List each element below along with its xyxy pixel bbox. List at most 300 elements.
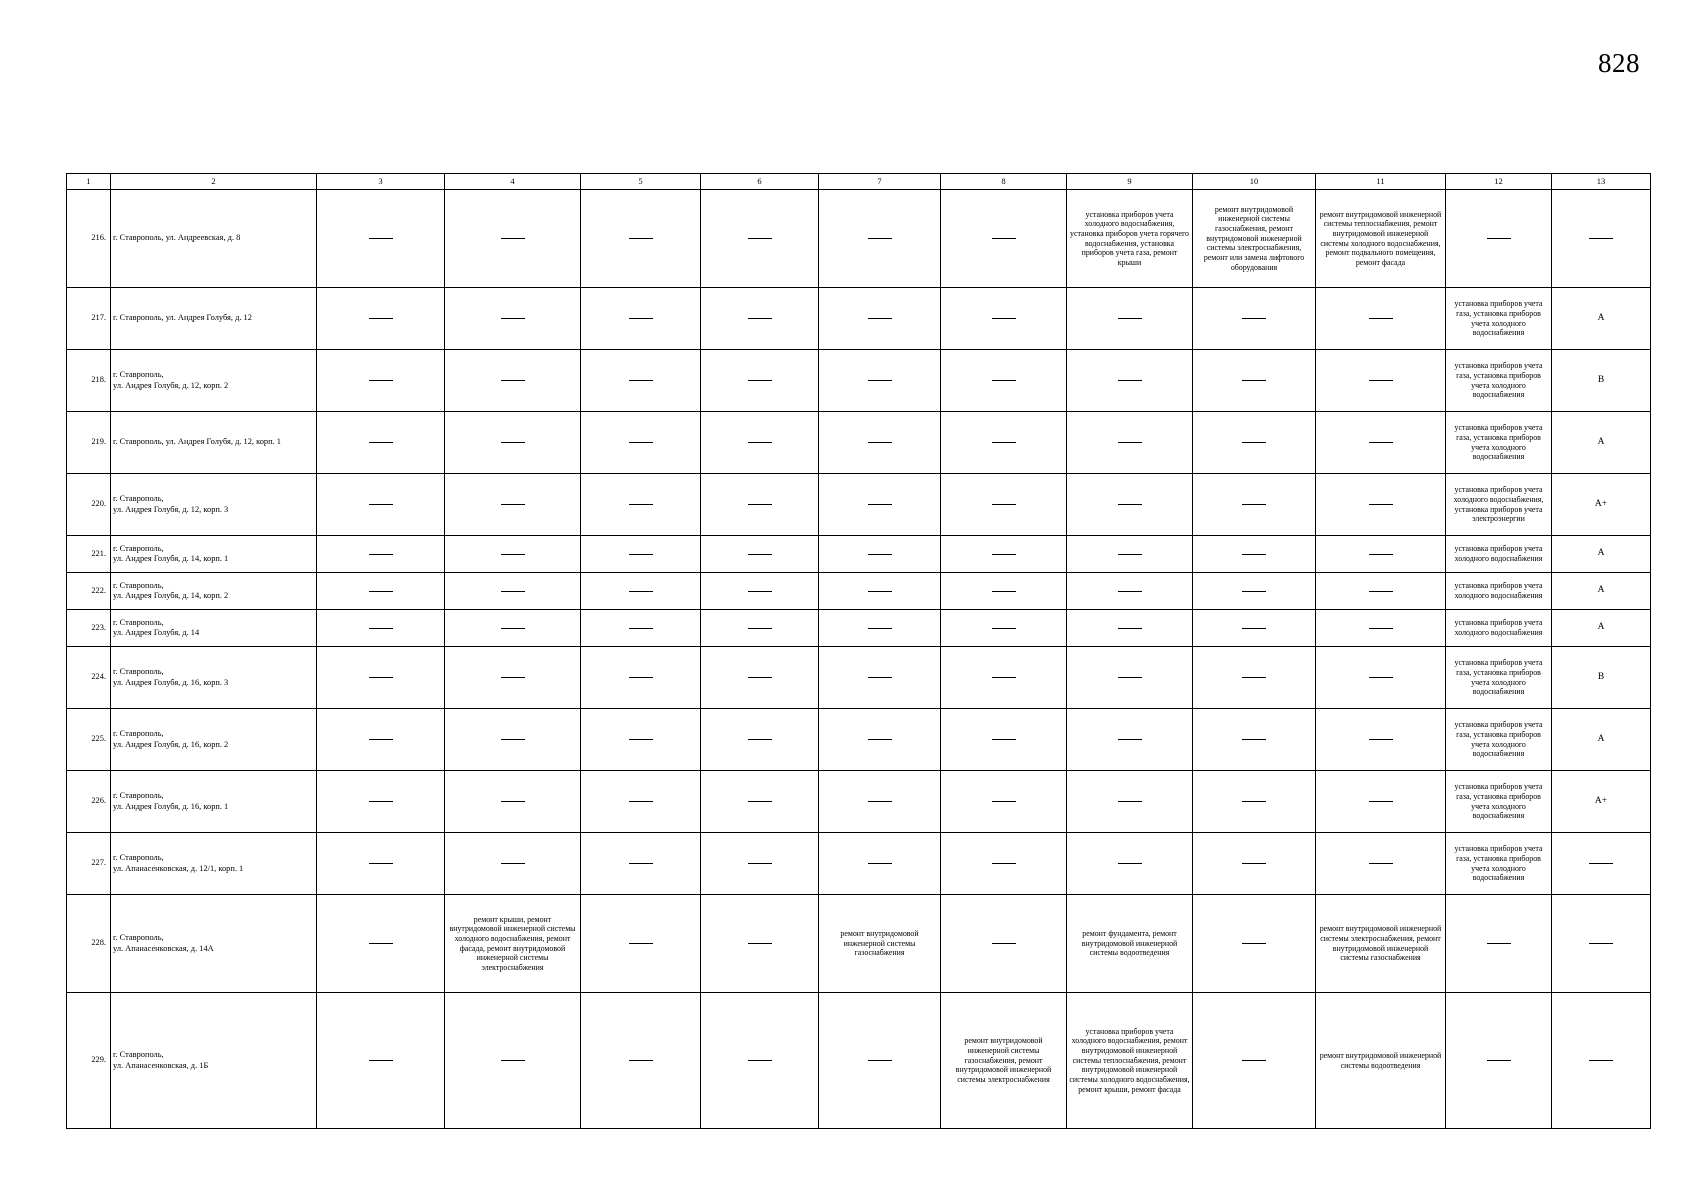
empty-cell [701,647,819,709]
empty-cell [819,573,941,610]
dash-mark [748,504,772,505]
empty-cell [1316,610,1446,647]
empty-cell [701,895,819,993]
dash-mark [1118,591,1142,592]
empty-cell [581,771,701,833]
empty-cell [1316,833,1446,895]
dash-mark [629,442,653,443]
dash-mark [748,1060,772,1061]
dash-mark [1369,677,1393,678]
table-row [67,190,1651,288]
empty-cell [1067,771,1193,833]
dash-mark [1589,943,1613,944]
dash-mark [1242,318,1266,319]
dash-mark [1369,739,1393,740]
empty-cell [317,647,445,709]
empty-cell [1067,536,1193,573]
table-row [67,610,1651,647]
table-body [67,190,1651,1129]
dash-mark [1487,943,1511,944]
column-header: 1 [67,174,111,190]
dash-mark [501,1060,525,1061]
empty-cell [581,288,701,350]
table-row [67,647,1651,709]
empty-cell [701,833,819,895]
work-description-cell: ремонт внутридомовой инженерной системы газоснабжения [819,895,941,993]
dash-mark [748,739,772,740]
dash-mark [501,863,525,864]
dash-mark [1242,943,1266,944]
dash-mark [629,677,653,678]
empty-cell [445,993,581,1129]
work-description-cell: установка приборов учета газа, установка приборов учета холодного водоснабжения [1446,647,1552,709]
empty-cell [1316,536,1446,573]
dash-mark [868,863,892,864]
table-row [67,288,1651,350]
table-header-row [67,174,1651,190]
dash-mark [1242,1060,1266,1061]
empty-cell [581,610,701,647]
dash-mark [629,380,653,381]
empty-cell [941,474,1067,536]
energy-class-cell: B [1552,647,1651,709]
empty-cell [1552,895,1651,993]
dash-mark [868,677,892,678]
empty-cell [941,771,1067,833]
empty-cell [1316,771,1446,833]
column-header: 12 [1446,174,1552,190]
dash-mark [1369,801,1393,802]
empty-cell [1552,190,1651,288]
energy-class-cell: A+ [1552,474,1651,536]
dash-mark [629,943,653,944]
work-description-cell: ремонт фундамента, ремонт внутридомовой инженерной системы водоотведения [1067,895,1193,993]
dash-mark [1369,380,1393,381]
empty-cell [701,474,819,536]
empty-cell [1316,474,1446,536]
dash-mark [992,677,1016,678]
dash-mark [501,318,525,319]
dash-mark [1369,628,1393,629]
column-header: 6 [701,174,819,190]
empty-cell [445,190,581,288]
empty-cell [819,412,941,474]
address-cell: г. Ставрополь, ул. Андрея Голубя, д. 12, корп. 2 [111,350,317,412]
empty-cell [1193,536,1316,573]
dash-mark [629,739,653,740]
empty-cell [1552,993,1651,1129]
empty-cell [701,288,819,350]
address-cell: г. Ставрополь, ул. Апанасенковская, д. 12/1, корп. 1 [111,833,317,895]
dash-mark [868,628,892,629]
dash-mark [501,628,525,629]
row-number: 223. [67,610,111,647]
empty-cell [317,709,445,771]
work-description-cell: установка приборов учета холодного водоснабжения [1446,610,1552,647]
empty-cell [445,647,581,709]
dash-mark [629,628,653,629]
empty-cell [1446,895,1552,993]
empty-cell [317,993,445,1129]
dash-mark [501,380,525,381]
work-description-cell: установка приборов учета газа, установка приборов учета холодного водоснабжения [1446,833,1552,895]
energy-class-cell: A [1552,610,1651,647]
row-number: 228. [67,895,111,993]
work-description-cell: установка приборов учета газа, установка приборов учета холодного водоснабжения [1446,350,1552,412]
column-header: 9 [1067,174,1193,190]
empty-cell [941,709,1067,771]
dash-mark [1242,442,1266,443]
work-description-cell: установка приборов учета газа, установка приборов учета холодного водоснабжения [1446,288,1552,350]
column-header: 13 [1552,174,1651,190]
dash-mark [369,442,393,443]
energy-class-cell: A [1552,288,1651,350]
empty-cell [1193,610,1316,647]
empty-cell [701,536,819,573]
empty-cell [1193,350,1316,412]
empty-cell [1316,647,1446,709]
empty-cell [941,895,1067,993]
empty-cell [317,350,445,412]
empty-cell [445,610,581,647]
column-header: 7 [819,174,941,190]
column-header: 8 [941,174,1067,190]
empty-cell [445,412,581,474]
empty-cell [1316,288,1446,350]
dash-mark [1242,677,1266,678]
work-description-cell: установка приборов учета холодного водоснабжения, ремонт внутридомовой инженерной системы теплоснабжения, ремонт внутридомовой инженерной системы холодного водоснабжения, ремонт крыши, ремонт фасада [1067,993,1193,1129]
table-row [67,474,1651,536]
housing-works-table [66,173,1651,1129]
dash-mark [868,318,892,319]
empty-cell [445,709,581,771]
address-cell: г. Ставрополь, ул. Андрея Голубя, д. 12, корп. 3 [111,474,317,536]
table-row [67,771,1651,833]
dash-mark [992,504,1016,505]
dash-mark [1369,442,1393,443]
dash-mark [501,739,525,740]
address-cell: г. Ставрополь, ул. Андрея Голубя, д. 16, корп. 1 [111,771,317,833]
work-description-cell: ремонт внутридомовой инженерной системы газоснабжения, ремонт внутридомовой инженерной системы электроснабжения, ремонт или замена лифтового оборудования [1193,190,1316,288]
dash-mark [868,504,892,505]
row-number: 217. [67,288,111,350]
empty-cell [941,190,1067,288]
work-description-cell: установка приборов учета газа, установка приборов учета холодного водоснабжения [1446,709,1552,771]
dash-mark [1242,504,1266,505]
row-number: 222. [67,573,111,610]
energy-class-cell: A [1552,536,1651,573]
dash-mark [748,318,772,319]
column-header: 3 [317,174,445,190]
address-cell: г. Ставрополь, ул. Апанасенковская, д. 14А [111,895,317,993]
empty-cell [445,536,581,573]
dash-mark [748,380,772,381]
dash-mark [992,318,1016,319]
empty-cell [1067,709,1193,771]
dash-mark [868,554,892,555]
empty-cell [581,647,701,709]
work-description-cell: ремонт внутридомовой инженерной системы теплоснабжения, ремонт внутридомовой инженерной системы холодного водоснабжения, ремонт подвального помещения, ремонт фасада [1316,190,1446,288]
dash-mark [501,677,525,678]
empty-cell [581,993,701,1129]
address-cell: г. Ставрополь, ул. Андрея Голубя, д. 14 [111,610,317,647]
empty-cell [1193,771,1316,833]
work-description-cell: установка приборов учета газа, установка приборов учета холодного водоснабжения [1446,771,1552,833]
empty-cell [445,833,581,895]
dash-mark [369,1060,393,1061]
empty-cell [445,350,581,412]
empty-cell [317,610,445,647]
empty-cell [1067,288,1193,350]
empty-cell [581,573,701,610]
empty-cell [819,833,941,895]
empty-cell [445,573,581,610]
energy-class-cell: A [1552,709,1651,771]
empty-cell [1067,833,1193,895]
dash-mark [1369,504,1393,505]
empty-cell [1193,647,1316,709]
dash-mark [1589,238,1613,239]
energy-class-cell: A+ [1552,771,1651,833]
dash-mark [992,943,1016,944]
address-cell: г. Ставрополь, ул. Андрея Голубя, д. 16, корп. 2 [111,709,317,771]
work-description-cell: установка приборов учета газа, установка приборов учета холодного водоснабжения [1446,412,1552,474]
table-row [67,993,1651,1129]
empty-cell [1446,190,1552,288]
dash-mark [748,628,772,629]
work-description-cell: установка приборов учета холодного водоснабжения, установка приборов учета электроэнергии [1446,474,1552,536]
empty-cell [1316,350,1446,412]
empty-cell [581,709,701,771]
table-row [67,573,1651,610]
dash-mark [992,591,1016,592]
dash-mark [1242,628,1266,629]
dash-mark [868,380,892,381]
address-cell: г. Ставрополь, ул. Андрея Голубя, д. 12, корп. 1 [111,412,317,474]
empty-cell [581,474,701,536]
dash-mark [501,554,525,555]
empty-cell [1067,474,1193,536]
empty-cell [1193,895,1316,993]
empty-cell [581,895,701,993]
row-number: 219. [67,412,111,474]
empty-cell [701,709,819,771]
column-header: 2 [111,174,317,190]
dash-mark [748,943,772,944]
empty-cell [1067,350,1193,412]
address-cell: г. Ставрополь, ул. Андрея Голубя, д. 14, корп. 2 [111,573,317,610]
empty-cell [819,610,941,647]
column-header: 4 [445,174,581,190]
work-description-cell: ремонт внутридомовой инженерной системы газоснабжения, ремонт внутридомовой инженерной системы электроснабжения [941,993,1067,1129]
dash-mark [369,677,393,678]
empty-cell [701,993,819,1129]
empty-cell [445,771,581,833]
empty-cell [1193,573,1316,610]
empty-cell [581,536,701,573]
empty-cell [317,573,445,610]
dash-mark [748,863,772,864]
empty-cell [1193,709,1316,771]
dash-mark [1369,863,1393,864]
empty-cell [1316,573,1446,610]
dash-mark [1242,380,1266,381]
empty-cell [701,412,819,474]
work-description-cell: ремонт внутридомовой инженерной системы водоотведения [1316,993,1446,1129]
empty-cell [941,610,1067,647]
dash-mark [1369,318,1393,319]
empty-cell [819,190,941,288]
address-cell: г. Ставрополь, ул. Андрея Голубя, д. 12 [111,288,317,350]
dash-mark [629,504,653,505]
dash-mark [1118,739,1142,740]
page-number: 828 [1598,48,1640,78]
dash-mark [369,801,393,802]
address-cell: г. Ставрополь, ул. Андреевская, д. 8 [111,190,317,288]
empty-cell [819,993,941,1129]
dash-mark [868,801,892,802]
dash-mark [1118,504,1142,505]
dash-mark [1242,591,1266,592]
dash-mark [868,442,892,443]
dash-mark [992,380,1016,381]
dash-mark [629,318,653,319]
empty-cell [581,412,701,474]
empty-cell [941,647,1067,709]
dash-mark [501,591,525,592]
address-cell: г. Ставрополь, ул. Апанасенковская, д. 1Б [111,993,317,1129]
table-row [67,412,1651,474]
dash-mark [748,591,772,592]
address-cell: г. Ставрополь, ул. Андрея Голубя, д. 14, корп. 1 [111,536,317,573]
dash-mark [1118,554,1142,555]
energy-class-cell: B [1552,350,1651,412]
dash-mark [868,591,892,592]
empty-cell [317,190,445,288]
dash-mark [629,238,653,239]
work-description-cell: установка приборов учета холодного водоснабжения [1446,573,1552,610]
row-number: 225. [67,709,111,771]
dash-mark [992,238,1016,239]
table-row [67,536,1651,573]
dash-mark [1118,863,1142,864]
dash-mark [501,504,525,505]
work-description-cell: установка приборов учета холодного водоснабжения, установка приборов учета горячего водоснабжения, установка приборов учета газа, ремонт крыши [1067,190,1193,288]
dash-mark [992,863,1016,864]
row-number: 216. [67,190,111,288]
work-description-cell: ремонт внутридомовой инженерной системы электроснабжения, ремонт внутридомовой инженерной системы газоснабжения [1316,895,1446,993]
empty-cell [819,288,941,350]
dash-mark [1487,238,1511,239]
empty-cell [1193,993,1316,1129]
dash-mark [992,801,1016,802]
dash-mark [369,628,393,629]
address-cell: г. Ставрополь, ул. Андрея Голубя, д. 16, корп. 3 [111,647,317,709]
dash-mark [992,442,1016,443]
dash-mark [1369,554,1393,555]
column-header: 10 [1193,174,1316,190]
empty-cell [445,474,581,536]
empty-cell [701,190,819,288]
empty-cell [581,350,701,412]
empty-cell [941,536,1067,573]
dash-mark [992,628,1016,629]
dash-mark [369,554,393,555]
empty-cell [581,190,701,288]
dash-mark [748,677,772,678]
column-header: 5 [581,174,701,190]
empty-cell [1067,573,1193,610]
dash-mark [1589,863,1613,864]
dash-mark [369,943,393,944]
table-row [67,709,1651,771]
dash-mark [1118,677,1142,678]
dash-mark [748,238,772,239]
energy-class-cell: A [1552,573,1651,610]
empty-cell [819,647,941,709]
empty-cell [317,895,445,993]
energy-class-cell: A [1552,412,1651,474]
dash-mark [1118,442,1142,443]
empty-cell [317,833,445,895]
work-description-cell: установка приборов учета холодного водоснабжения [1446,536,1552,573]
table-row [67,895,1651,993]
empty-cell [1193,288,1316,350]
dash-mark [629,1060,653,1061]
dash-mark [501,801,525,802]
dash-mark [992,554,1016,555]
empty-cell [1067,647,1193,709]
empty-cell [317,288,445,350]
empty-cell [701,350,819,412]
dash-mark [748,442,772,443]
empty-cell [317,474,445,536]
empty-cell [1552,833,1651,895]
dash-mark [1118,380,1142,381]
dash-mark [369,863,393,864]
dash-mark [748,554,772,555]
empty-cell [819,474,941,536]
dash-mark [1118,801,1142,802]
dash-mark [369,591,393,592]
dash-mark [1242,863,1266,864]
row-number: 229. [67,993,111,1129]
dash-mark [629,554,653,555]
dash-mark [629,801,653,802]
dash-mark [1242,554,1266,555]
empty-cell [941,288,1067,350]
empty-cell [1316,709,1446,771]
empty-cell [941,833,1067,895]
dash-mark [992,739,1016,740]
row-number: 224. [67,647,111,709]
dash-mark [868,238,892,239]
dash-mark [629,591,653,592]
empty-cell [317,771,445,833]
empty-cell [1067,610,1193,647]
dash-mark [369,318,393,319]
row-number: 218. [67,350,111,412]
empty-cell [819,350,941,412]
empty-cell [1193,474,1316,536]
empty-cell [1067,412,1193,474]
empty-cell [819,709,941,771]
row-number: 227. [67,833,111,895]
empty-cell [701,573,819,610]
empty-cell [445,288,581,350]
empty-cell [1446,993,1552,1129]
empty-cell [701,771,819,833]
